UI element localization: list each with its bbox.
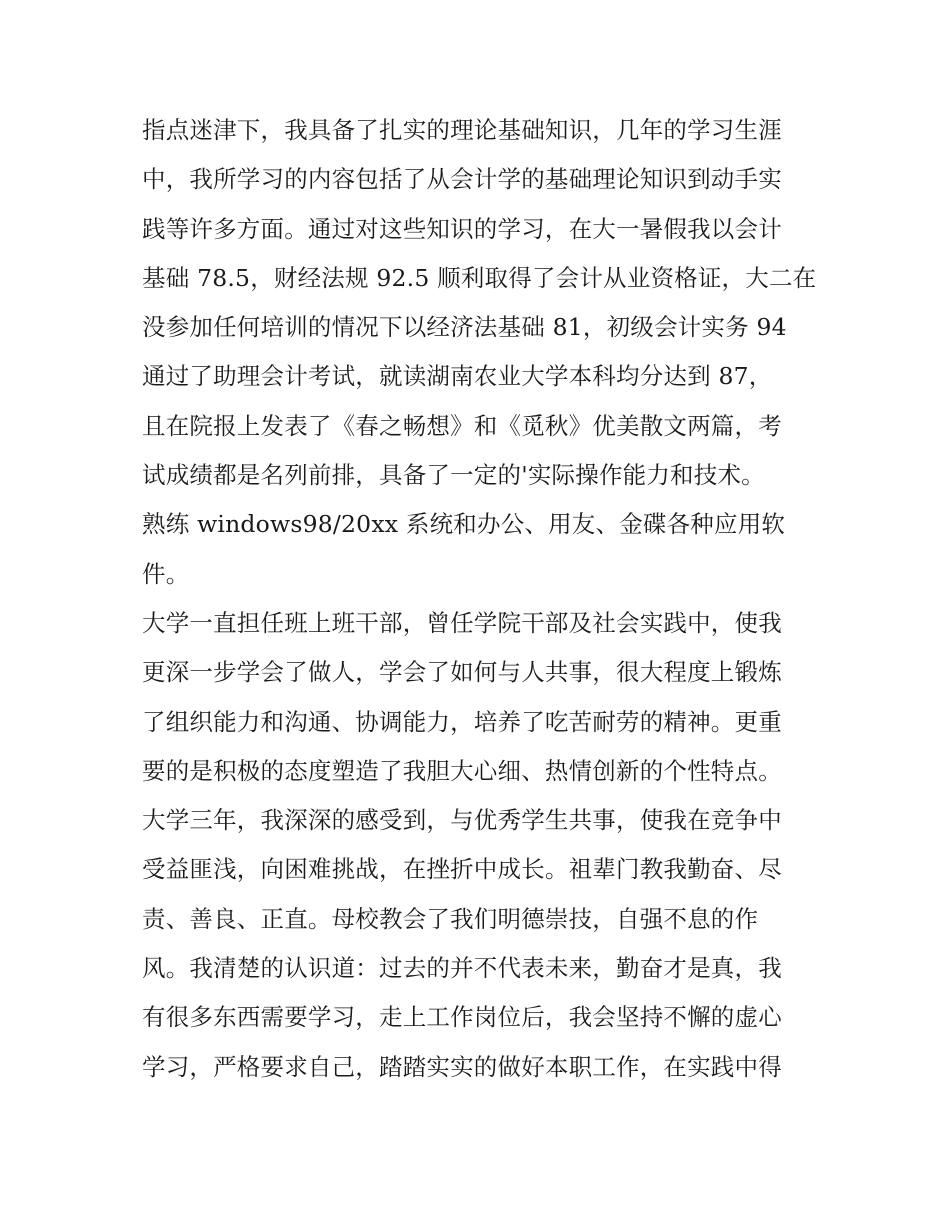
text-line: 熟练 windows98/20xx 系统和办公、用友、金碟各种应用软 <box>142 510 786 539</box>
text-line: 且在院报上发表了《春之畅想》和《觅秋》优美散文两篇，考 <box>142 411 782 440</box>
text-line: 没参加任何培训的情况下以经济法基础 81，初级会计实务 94 <box>142 313 787 342</box>
text-line: 了组织能力和沟通、协调能力，培养了吃苦耐劳的精神。更重 <box>142 707 782 736</box>
text-line: 大学一直担任班上班干部，曾任学院干部及社会实践中，使我 <box>142 608 782 637</box>
text-line: 学习，严格要求自己，踏踏实实的做好本职工作，在实践中得 <box>142 1052 782 1081</box>
text-line: 大学三年，我深深的感受到，与优秀学生共事，使我在竞争中 <box>142 806 782 835</box>
body-text <box>142 106 822 1092</box>
text-line: 通过了助理会计考试，就读湖南农业大学本科均分达到 87， <box>142 362 773 391</box>
text-line: 指点迷津下，我具备了扎实的理论基础知识，几年的学习生涯 <box>142 116 782 144</box>
text-line: 基础 78.5，财经法规 92.5 顺利取得了会计从业资格证，大二在 <box>142 263 817 292</box>
text-line: 件。 <box>142 559 190 588</box>
text-line: 更深一步学会了做人，学会了如何与人共事，很大程度上锻炼 <box>142 658 782 687</box>
text-line: 受益匪浅，向困难挑战，在挫折中成长。祖辈门教我勤奋、尽 <box>142 855 782 884</box>
text-line: 践等许多方面。通过对这些知识的学习，在大一暑假我以会计 <box>142 214 782 243</box>
text-line: 要的是积极的态度塑造了我胆大心细、热情创新的个性特点。 <box>142 756 782 785</box>
text-line: 中，我所学习的内容包括了从会计学的基础理论知识到动手实 <box>142 165 782 194</box>
text-line: 试成绩都是名列前排，具备了一定的'实际操作能力和技术。 <box>142 461 765 490</box>
text-line: 有很多东西需要学习，走上工作岗位后，我会坚持不懈的虚心 <box>142 1003 782 1032</box>
text-line: 风。我清楚的认识道：过去的并不代表未来，勤奋才是真，我 <box>142 954 782 983</box>
text-line: 责、善良、正直。母校教会了我们明德崇技，自强不息的作 <box>142 904 759 933</box>
